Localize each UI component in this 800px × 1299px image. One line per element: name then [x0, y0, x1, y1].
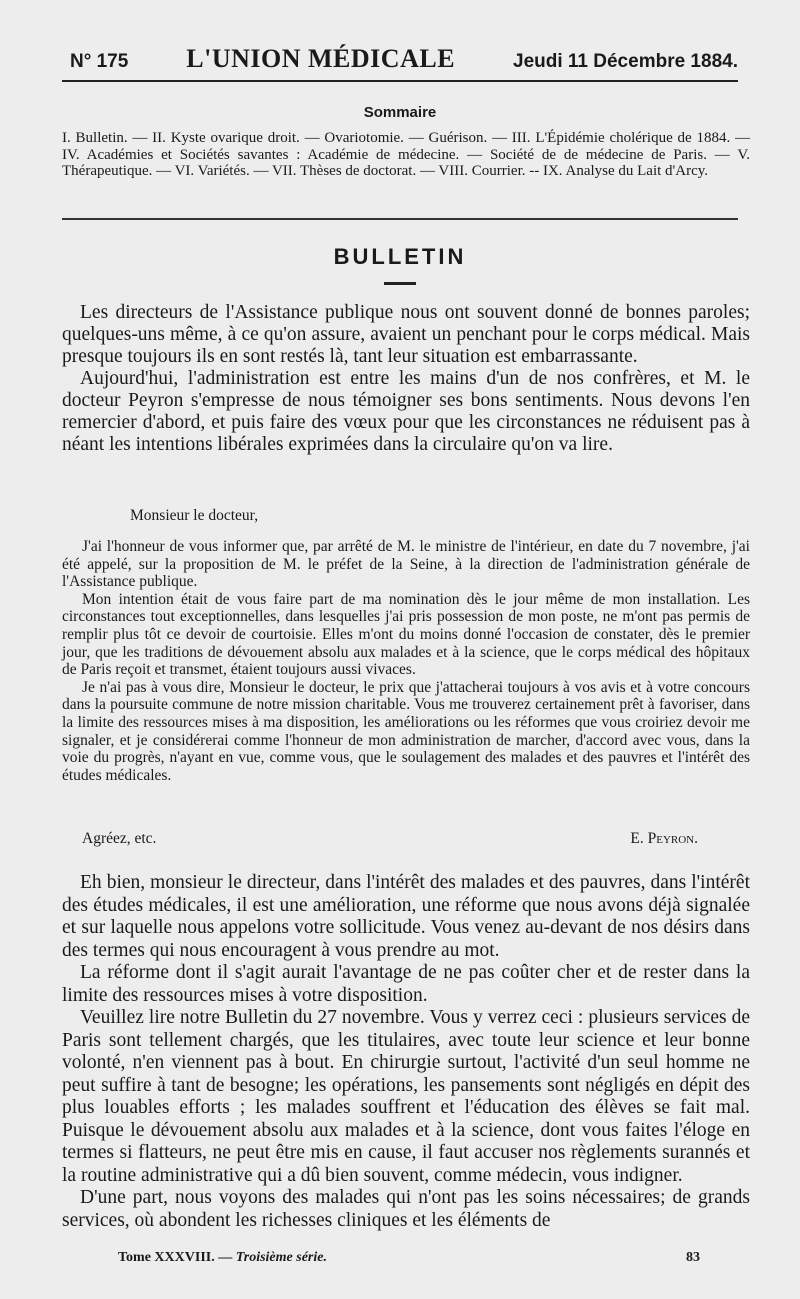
- sommaire-title: Sommaire: [363, 104, 437, 121]
- sommaire-rule: [62, 218, 738, 220]
- letter-paragraph: Je n'ai pas à vous dire, Monsieur le docteur, le prix que j'attacherai toujours à vos avis et à votre concours dans la poursuite commune de notre mission charitable. Vous me trouverez certainement prêt à favoriser, dans la limite des ressources mises à ma disposition, les améliorations ou les réformes que vous croiriez devoir me signaler, et je considérerai comme l'honneur de mon administration de marcher, d'accord avec vous, dans la voie du progrès, n'ayant en vue, comme vous, que le soulagement des malades et des pauvres et l'intérêt des études médicales.: [62, 678, 750, 784]
- body-paragraph: Veuillez lire notre Bulletin du 27 novembre. Vous y verrez ceci : plusieurs services de Paris sont tellement chargés, que les titulaires, avec toute leur science et leur bonne volonté, n'en viennent pas à bout. En chirurgie surtout, l'activité d'un seul homme ne peut suffire à tant de besogne; les opérations, les pansements sont négligés en dépit des plus louables efforts ; les malades souffrent et l'éducation des élèves se fait mal. Puisque le dévouement absolu aux malades et à la science, dont vous faites l'éloge en termes si flatteurs, ne peut être mis en cause, il faut accuser nos règlements surannés et la routine administrative qui a dû bien souvent, comme médecin, vous indigner.: [62, 1007, 750, 1186]
- letter-signature: E. Peyron.: [630, 830, 698, 847]
- letter-salutation: Monsieur le docteur,: [130, 507, 259, 524]
- series-label: Troisième série.: [235, 1250, 327, 1265]
- issue-number: N° 175: [70, 51, 129, 72]
- page-footer: [118, 1250, 700, 1266]
- header-rule: [62, 80, 738, 82]
- body-paragraph: D'une part, nous voyons des malades qui n'ont pas les soins nécessaires; de grands services, où abondent les richesses cliniques et les éléments de: [62, 1187, 750, 1231]
- footer-volume: [118, 1250, 327, 1266]
- letter-paragraph: Mon intention était de vous faire part de ma nomination dès le jour même de mon installation. Les circonstances tout exceptionnelles, dans lesquelles j'ai pris possession de mon poste, ne m'ont pas permis de remplir plus tôt ce devoir de courtoisie. Elles m'ont du moins donné l'occasion de constater, dès le premier jour, que les traditions de dévouement absolu aux malades et à la science, que le corps médical des hôpitaux de Paris reçoit et transmet, étaient toujours aussi vivaces.: [62, 590, 750, 679]
- article-body: [62, 872, 750, 1232]
- bulletin-underline: [384, 282, 416, 285]
- bulletin-title: BULLETIN: [333, 244, 467, 269]
- issue-date: Jeudi 11 Décembre 1884.: [513, 51, 738, 72]
- bulletin-intro: [62, 302, 750, 456]
- letter-paragraph: J'ai l'honneur de vous informer que, par arrêté de M. le ministre de l'intérieur, en date du 7 novembre, j'ai été appelé, sur la proposition de M. le préfet de la Seine, à la direction de l'administration générale de l'Assistance publique.: [62, 538, 750, 591]
- page-number: 83: [686, 1250, 700, 1265]
- journal-title: L'UNION MÉDICALE: [186, 44, 456, 73]
- sommaire-text: I. Bulletin. — II. Kyste ovarique droit. — Ovariotomie. — Guérison. — III. L'Épidémie cholérique de 1884. — IV. Académies et Sociétés savantes : Académie de médecine. — Société de de médecine de Paris. — V. Thérapeutique. — VI. Variétés. — VII. Thèses de doctorat. — VIII. Courrier. -- IX. Analyse du Lait d'Arcy.: [62, 130, 750, 179]
- body-paragraph: La réforme dont il s'agit aurait l'avantage de ne pas coûter cher et de rester dans la limite des ressources mises à votre disposition.: [62, 962, 750, 1006]
- page-header: [70, 44, 738, 74]
- closing-formula: Agréez, etc.: [82, 830, 157, 847]
- letter-body: [62, 538, 750, 784]
- letter-closing: [82, 830, 738, 848]
- intro-paragraph: Aujourd'hui, l'administration est entre les mains d'un de nos confrères, et M. le docteur Peyron s'empresse de nous témoigner ses bons sentiments. Nous devons l'en remercier d'abord, et puis faire des vœux pour que les circonstances ne réduisent pas à néant les intentions libérales exprimées dans la circulaire qu'on va lire.: [62, 368, 750, 455]
- body-paragraph: Eh bien, monsieur le directeur, dans l'intérêt des malades et des pauvres, dans l'intérêt des études médicales, il est une amélioration, une réforme que nous avons déjà signalée et sur laquelle nous appelons votre sollicitude. Vous venez au-devant de nos désirs dans des termes qui nous encouragent à vous prendre au mot.: [62, 872, 750, 961]
- volume-label: Tome XXXVIII. —: [118, 1250, 233, 1265]
- intro-paragraph: Les directeurs de l'Assistance publique nous ont souvent donné de bonnes paroles; quelques-uns même, à ce qu'on assure, avaient un penchant pour le corps médical. Mais presque toujours ils en sont restés là, tant leur situation est embarrassante.: [62, 302, 750, 367]
